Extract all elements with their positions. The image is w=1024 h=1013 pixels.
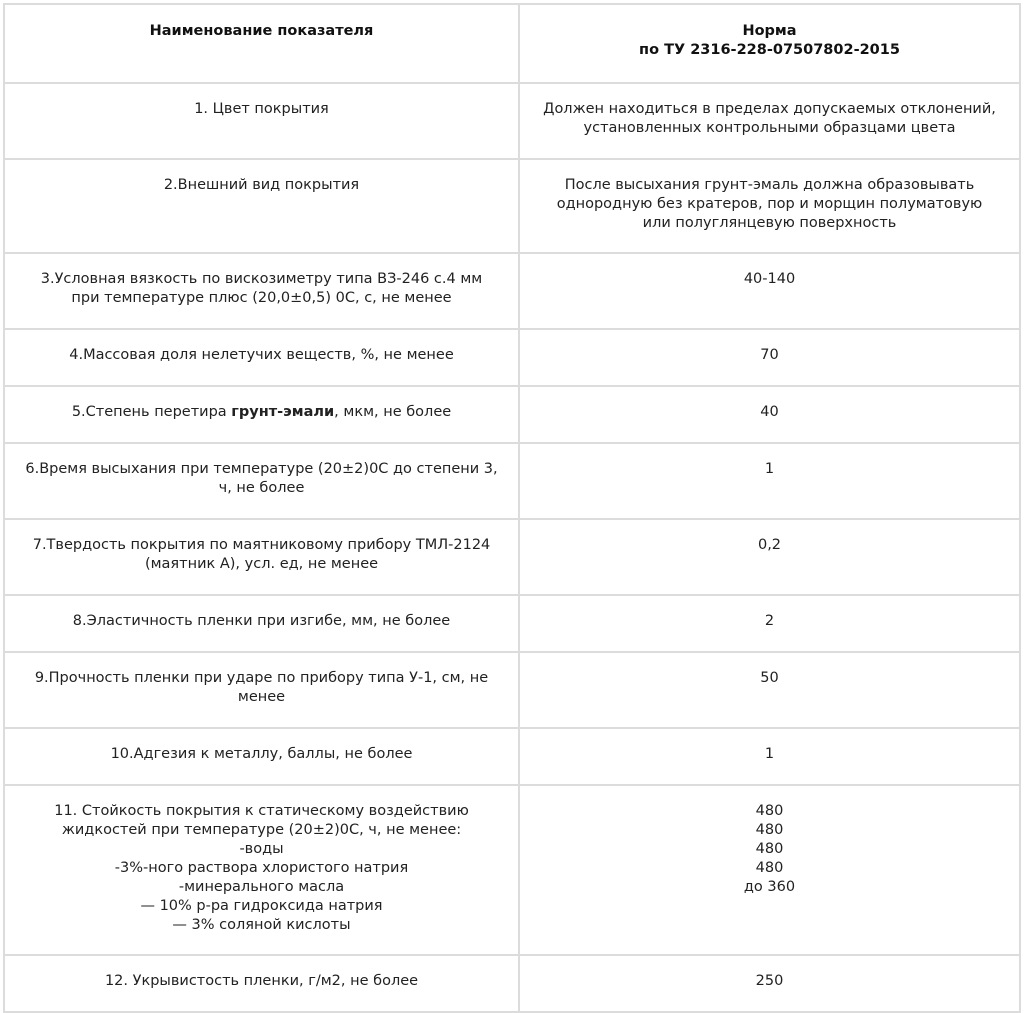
- row-4-name: 4.Массовая доля нелетучих веществ, %, не менее: [4, 329, 519, 386]
- spec-table: [3, 3, 1021, 1013]
- row-5-name-bold: грунт-эмали: [231, 404, 335, 420]
- row-7-name: 7.Твердость покрытия по маятниковому прибору ТМЛ-2124 (маятник А), усл. ед, не менее: [4, 519, 519, 595]
- row-11-norm: 480 480 480 480 до 360: [519, 785, 1020, 955]
- table-row: [4, 785, 1020, 955]
- header-norm: Норма по ТУ 2316-228-07507802-2015: [519, 4, 1020, 83]
- table-row: [4, 652, 1020, 728]
- table-row: [4, 159, 1020, 253]
- table-row: [4, 83, 1020, 159]
- table-row: [4, 253, 1020, 329]
- row-12-name: 12. Укрывистость пленки, г/м2, не более: [4, 955, 519, 1012]
- table-row: [4, 595, 1020, 652]
- table-row: [4, 519, 1020, 595]
- row-5-name: [4, 386, 519, 443]
- row-1-name: 1. Цвет покрытия: [4, 83, 519, 159]
- table-row: [4, 443, 1020, 519]
- row-5-name-post: , мкм, не более: [334, 404, 452, 420]
- table-row: [4, 386, 1020, 443]
- row-2-norm: После высыхания грунт-эмаль должна образовывать однородную без кратеров, пор и морщин полуматовую или полуглянцевую поверхность: [519, 159, 1020, 253]
- header-row: [4, 4, 1020, 83]
- row-8-name: 8.Эластичность пленки при изгибе, мм, не более: [4, 595, 519, 652]
- row-6-name: 6.Время высыхания при температуре (20±2)0С до степени 3, ч, не более: [4, 443, 519, 519]
- row-6-norm: 1: [519, 443, 1020, 519]
- row-11-name: 11. Стойкость покрытия к статическому воздействию жидкостей при температуре (20±2)0С, ч, не менее: -воды -3%-ного раствора хлористого натрия -минерального масла — 10% р-ра гидроксида натрия — 3% соляной кислоты: [4, 785, 519, 955]
- row-7-norm: 0,2: [519, 519, 1020, 595]
- row-10-name: 10.Адгезия к металлу, баллы, не более: [4, 728, 519, 785]
- row-4-norm: 70: [519, 329, 1020, 386]
- row-3-norm: 40-140: [519, 253, 1020, 329]
- row-9-norm: 50: [519, 652, 1020, 728]
- row-10-norm: 1: [519, 728, 1020, 785]
- table-row: [4, 728, 1020, 785]
- row-5-norm: 40: [519, 386, 1020, 443]
- row-5-name-pre: 5.Степень перетира: [71, 404, 232, 420]
- table-row: [4, 955, 1020, 1012]
- row-3-name: 3.Условная вязкость по вискозиметру типа ВЗ-246 с.4 мм при температуре плюс (20,0±0,5) 0С, с, не менее: [4, 253, 519, 329]
- table-row: [4, 329, 1020, 386]
- row-1-norm: Должен находиться в пределах допускаемых отклонений, установленных контрольными образцами цвета: [519, 83, 1020, 159]
- header-name: Наименование показателя: [4, 4, 519, 83]
- row-12-norm: 250: [519, 955, 1020, 1012]
- row-9-name: 9.Прочность пленки при ударе по прибору типа У-1, см, не менее: [4, 652, 519, 728]
- row-2-name: 2.Внешний вид покрытия: [4, 159, 519, 253]
- row-8-norm: 2: [519, 595, 1020, 652]
